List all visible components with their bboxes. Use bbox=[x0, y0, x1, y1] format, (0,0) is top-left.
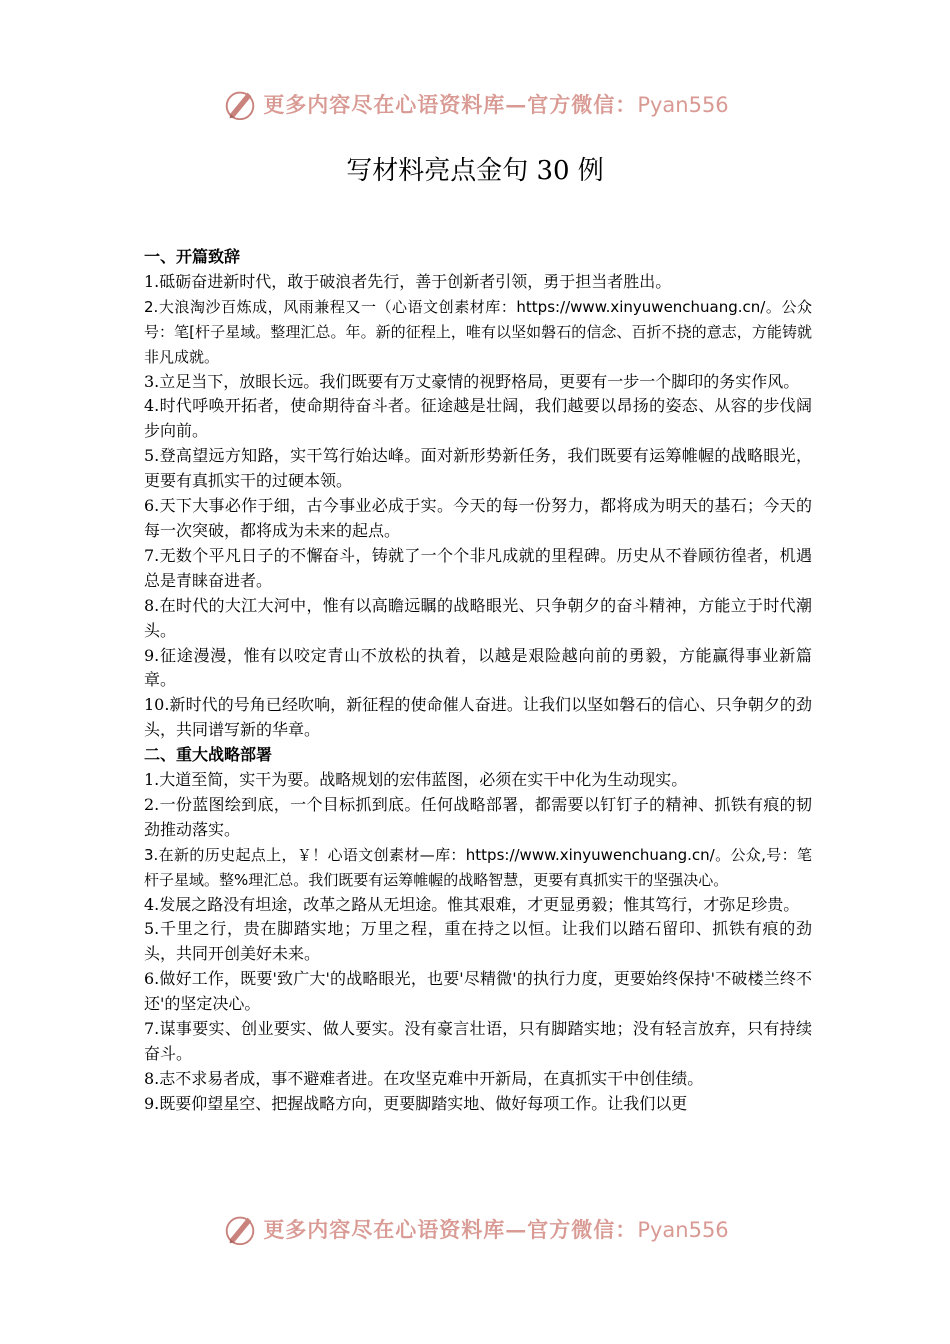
list-item: 8.在时代的大江大河中，惟有以高瞻远瞩的战略眼光、只争朝夕的奋斗精神，方能立于时代潮头。 bbox=[144, 595, 812, 640]
list-item: 8.志不求易者成，事不避难者进。在攻坚克难中开新局，在真抓实干中创佳绩。 bbox=[144, 1068, 704, 1088]
list-item: 6.天下大事必作于细，古今事业必成于实。今天的每一份努力，都将成为明天的基石；今天的每一次突破，都将成为未来的起点。 bbox=[144, 496, 812, 540]
list-item: 4.时代呼唤开拓者，使命期待奋斗者。征途越是壮阔，我们越要以昂扬的姿态、从容的步伐阔步向前。 bbox=[144, 396, 812, 441]
pen-nib-logo-icon bbox=[221, 85, 259, 123]
list-item: 5.登高望远方知路，实干笃行始达峰。面对新形势新任务，我们既要有运筹帷幄的战略眼光，更要有真抓实干的过硬本领。 bbox=[144, 446, 812, 491]
list-item: 7.谋事要实、创业要实、做人要实。没有豪言壮语，只有脚踏实地；没有轻言放弃，只有持续奋斗。 bbox=[144, 1019, 812, 1063]
list-item: 2.大浪淘沙百炼成，风雨兼程又一（心语文创素材库：https://www.xinyuwenchuang.cn/。公众号：笔[杆子星域。整理汇总。年。新的征程上，唯有以坚如磐石的信念、百折不挠的意志，方能铸就非凡成就。 bbox=[144, 297, 812, 366]
list-item: 1.大道至简，实干为要。战略规划的宏伟蓝图，必须在实干中化为生动现实。 bbox=[144, 770, 688, 790]
list-item: 2.一份蓝图绘到底，一个目标抓到底。任何战略部署，都需要以钉钉子的精神、抓铁有痕的韧劲推动落实。 bbox=[144, 794, 812, 839]
list-item: 6.做好工作，既要'致广大'的战略眼光，也要'尽精微'的执行力度，更要始终保持'不破楼兰终不还'的坚定决心。 bbox=[144, 969, 812, 1014]
page-title: 写材料亮点金句 30 例 bbox=[346, 156, 604, 186]
footer-banner bbox=[0, 1207, 950, 1251]
list-item: 9.征途漫漫，惟有以咬定青山不放松的执着，以越是艰险越向前的勇毅，方能赢得事业新篇章。 bbox=[144, 645, 812, 690]
list-item: 7.无数个平凡日子的不懈奋斗，铸就了一个个非凡成就的里程碑。历史从不眷顾彷徨者，机遇总是青睐奋进者。 bbox=[144, 545, 812, 590]
list-item: 9.既要仰望星空、把握战略方向，更要脚踏实地、做好每项工作。让我们以更 bbox=[144, 1093, 688, 1113]
pen-nib-logo-icon bbox=[221, 1210, 259, 1248]
list-item: 3.在新的历史起点上，￥！心语文创素材—库：https://www.xinyuwenchuang.cn/。公众,号：笔杆子星域。整%理汇总。我们既要有运筹帷幄的战略智慧，更要有真抓实干的坚强决心。 bbox=[144, 845, 812, 889]
section-heading: 一、开篇致辞 bbox=[144, 247, 241, 266]
list-item: 4.发展之路没有坦途，改革之路从无坦途。惟其艰难，才更显勇毅；惟其笃行，才弥足珍贵。 bbox=[144, 894, 800, 914]
list-item: 3.立足当下，放眼长远。我们既要有万丈豪情的视野格局，更要有一步一个脚印的务实作风。 bbox=[144, 371, 800, 391]
banner-text: 更多内容尽在心语资料库—官方微信：Pyan556 bbox=[263, 1217, 729, 1242]
list-item: 5.千里之行，贵在脚踏实地；万里之程，重在持之以恒。让我们以踏石留印、抓铁有痕的劲头，共同开创美好未来。 bbox=[144, 919, 812, 964]
list-item: 10.新时代的号角已经吹响，新征程的使命催人奋进。让我们以坚如磐石的信心、只争朝夕的劲头，共同谱写新的华章。 bbox=[144, 695, 812, 740]
document-body bbox=[144, 245, 812, 1117]
list-item: 1.砥砺奋进新时代，敢于破浪者先行，善于创新者引领，勇于担当者胜出。 bbox=[144, 271, 672, 291]
section-heading: 二、重大战略部署 bbox=[144, 745, 273, 765]
header-banner bbox=[0, 82, 950, 126]
banner-text: 更多内容尽在心语资料库—官方微信：Pyan556 bbox=[263, 92, 729, 117]
